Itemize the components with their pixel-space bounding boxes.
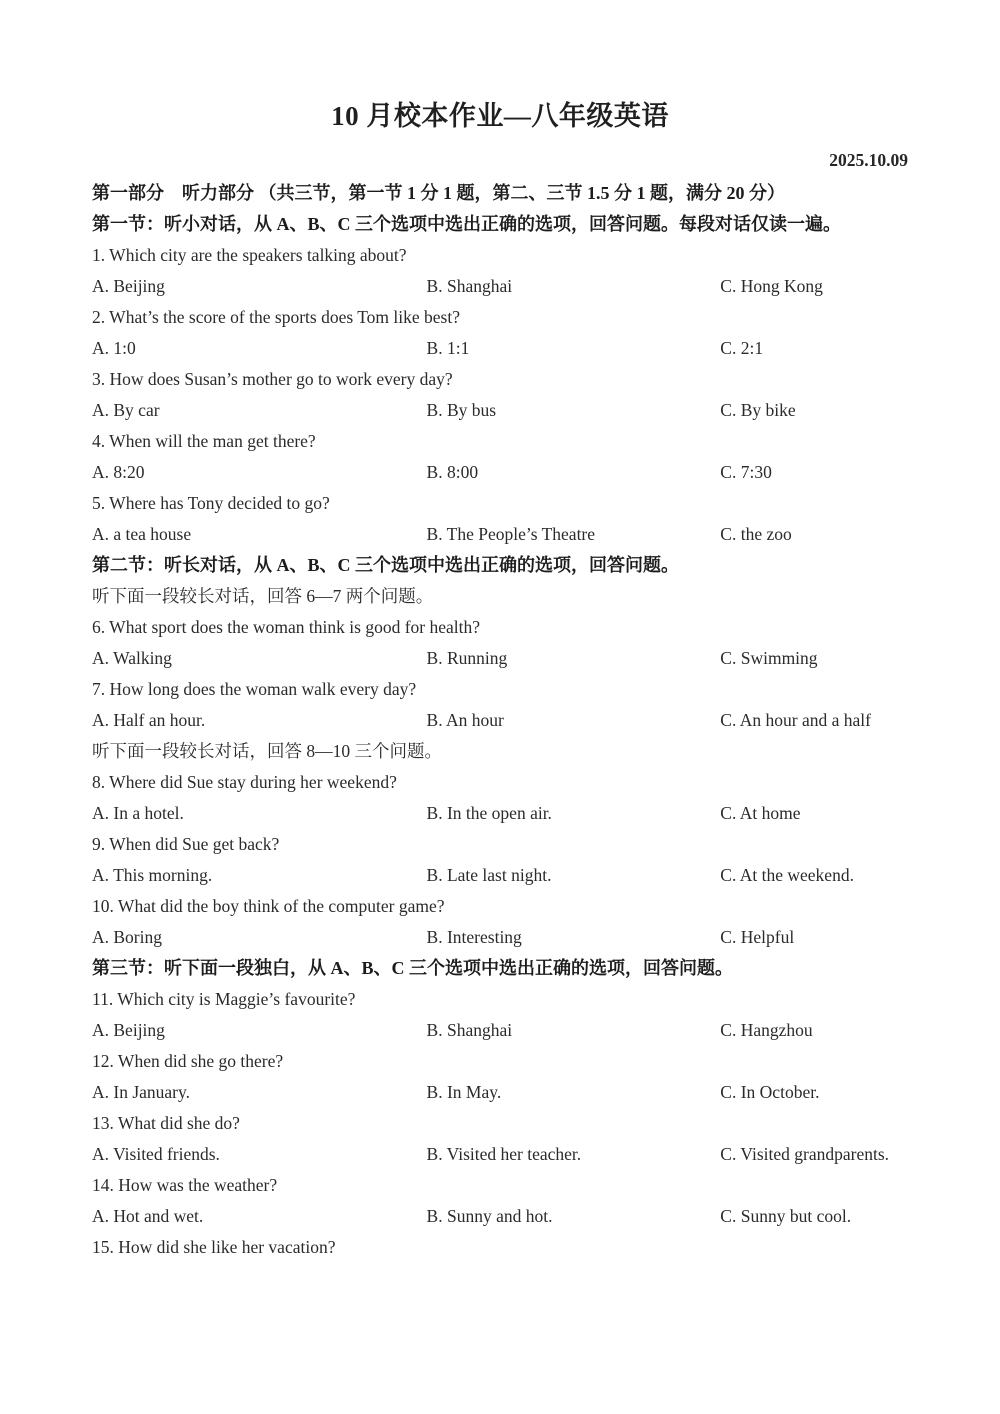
instruction-line: 听下面一段较长对话，回答 6—7 两个问题。	[92, 585, 434, 606]
option-b: B. Shanghai	[426, 1019, 513, 1040]
question-text: 7. How long does the woman walk every day?	[92, 678, 417, 699]
option-c: C. Sunny but cool.	[720, 1205, 852, 1226]
options-row	[92, 705, 908, 736]
option-a: A. Beijing	[92, 1019, 165, 1040]
option-b: B. Running	[426, 647, 508, 668]
options-row	[92, 1015, 908, 1046]
option-a: A. In a hotel.	[92, 802, 184, 823]
option-b: B. Interesting	[426, 926, 522, 947]
option-c: C. 7:30	[720, 461, 772, 482]
options-row	[92, 457, 908, 488]
option-b: B. The People’s Theatre	[426, 523, 596, 544]
option-b: B. Shanghai	[426, 275, 513, 296]
options-row	[92, 1139, 908, 1170]
options-row	[92, 798, 908, 829]
option-c: C. By bike	[720, 399, 796, 420]
question-text: 14. How was the weather?	[92, 1174, 278, 1195]
option-c: C. In October.	[720, 1081, 820, 1102]
instruction-line: 听下面一段较长对话，回答 8—10 三个问题。	[92, 740, 442, 761]
option-c: C. Hangzhou	[720, 1019, 813, 1040]
option-b: B. Visited her teacher.	[426, 1143, 582, 1164]
question-text: 15. How did she like her vacation?	[92, 1236, 336, 1257]
option-b: B. 8:00	[426, 461, 479, 482]
option-b: B. 1:1	[426, 337, 470, 358]
options-row	[92, 1201, 908, 1232]
option-a: A. Boring	[92, 926, 162, 947]
section-header: 第一节：听小对话，从 A、B、C 三个选项中选出正确的选项，回答问题。每段对话仅读一遍。	[92, 213, 841, 234]
option-c: C. the zoo	[720, 523, 792, 544]
option-c: C. At home	[720, 802, 801, 823]
options-row	[92, 1077, 908, 1108]
doc-date: 2025.10.09	[829, 149, 908, 170]
option-a: A. a tea house	[92, 523, 192, 544]
option-b: B. By bus	[426, 399, 497, 420]
doc-title: 10 月校本作业—八年级英语	[331, 101, 669, 131]
option-a: A. Half an hour.	[92, 709, 206, 730]
question-text: 8. Where did Sue stay during her weekend?	[92, 771, 397, 792]
option-a: A. Visited friends.	[92, 1143, 220, 1164]
option-b: B. Sunny and hot.	[426, 1205, 553, 1226]
options-row	[92, 271, 908, 302]
question-text: 11. Which city is Maggie’s favourite?	[92, 988, 356, 1009]
options-row	[92, 643, 908, 674]
option-b: B. In the open air.	[426, 802, 552, 823]
question-text: 1. Which city are the speakers talking about?	[92, 244, 407, 265]
section-header: 第三节：听下面一段独白，从 A、B、C 三个选项中选出正确的选项，回答问题。	[92, 957, 734, 978]
content-area	[92, 178, 908, 1263]
option-c: C. An hour and a half	[720, 709, 871, 730]
options-row	[92, 519, 908, 550]
option-c: C. At the weekend.	[720, 864, 854, 885]
option-a: A. Hot and wet.	[92, 1205, 204, 1226]
option-a: A. This morning.	[92, 864, 213, 885]
question-text: 4. When will the man get there?	[92, 430, 316, 451]
question-text: 3. How does Susan’s mother go to work every day?	[92, 368, 453, 389]
question-text: 9. When did Sue get back?	[92, 833, 280, 854]
option-b: B. Late last night.	[426, 864, 552, 885]
options-row	[92, 860, 908, 891]
option-a: A. In January.	[92, 1081, 191, 1102]
question-text: 10. What did the boy think of the computer game?	[92, 895, 445, 916]
options-row	[92, 333, 908, 364]
option-c: C. 2:1	[720, 337, 764, 358]
question-text: 12. When did she go there?	[92, 1050, 284, 1071]
question-text: 2. What’s the score of the sports does Tom like best?	[92, 306, 460, 327]
option-a: A. By car	[92, 399, 160, 420]
option-b: B. In May.	[426, 1081, 502, 1102]
option-a: A. Walking	[92, 647, 172, 668]
options-row	[92, 922, 908, 953]
option-a: A. 8:20	[92, 461, 145, 482]
question-text: 5. Where has Tony decided to go?	[92, 492, 330, 513]
option-a: A. Beijing	[92, 275, 165, 296]
option-c: C. Hong Kong	[720, 275, 823, 296]
options-row	[92, 395, 908, 426]
question-text: 6. What sport does the woman think is good for health?	[92, 616, 481, 637]
option-c: C. Helpful	[720, 926, 795, 947]
option-c: C. Visited grandparents.	[720, 1143, 890, 1164]
question-text: 13. What did she do?	[92, 1112, 240, 1133]
option-a: A. 1:0	[92, 337, 136, 358]
option-b: B. An hour	[426, 709, 504, 730]
section-header: 第二节：听长对话，从 A、B、C 三个选项中选出正确的选项，回答问题。	[92, 554, 680, 575]
part-header: 第一部分 听力部分 （共三节，第一节 1 分 1 题，第二、三节 1.5 分 1 题，满分 20 分）	[92, 182, 785, 203]
option-c: C. Swimming	[720, 647, 818, 668]
